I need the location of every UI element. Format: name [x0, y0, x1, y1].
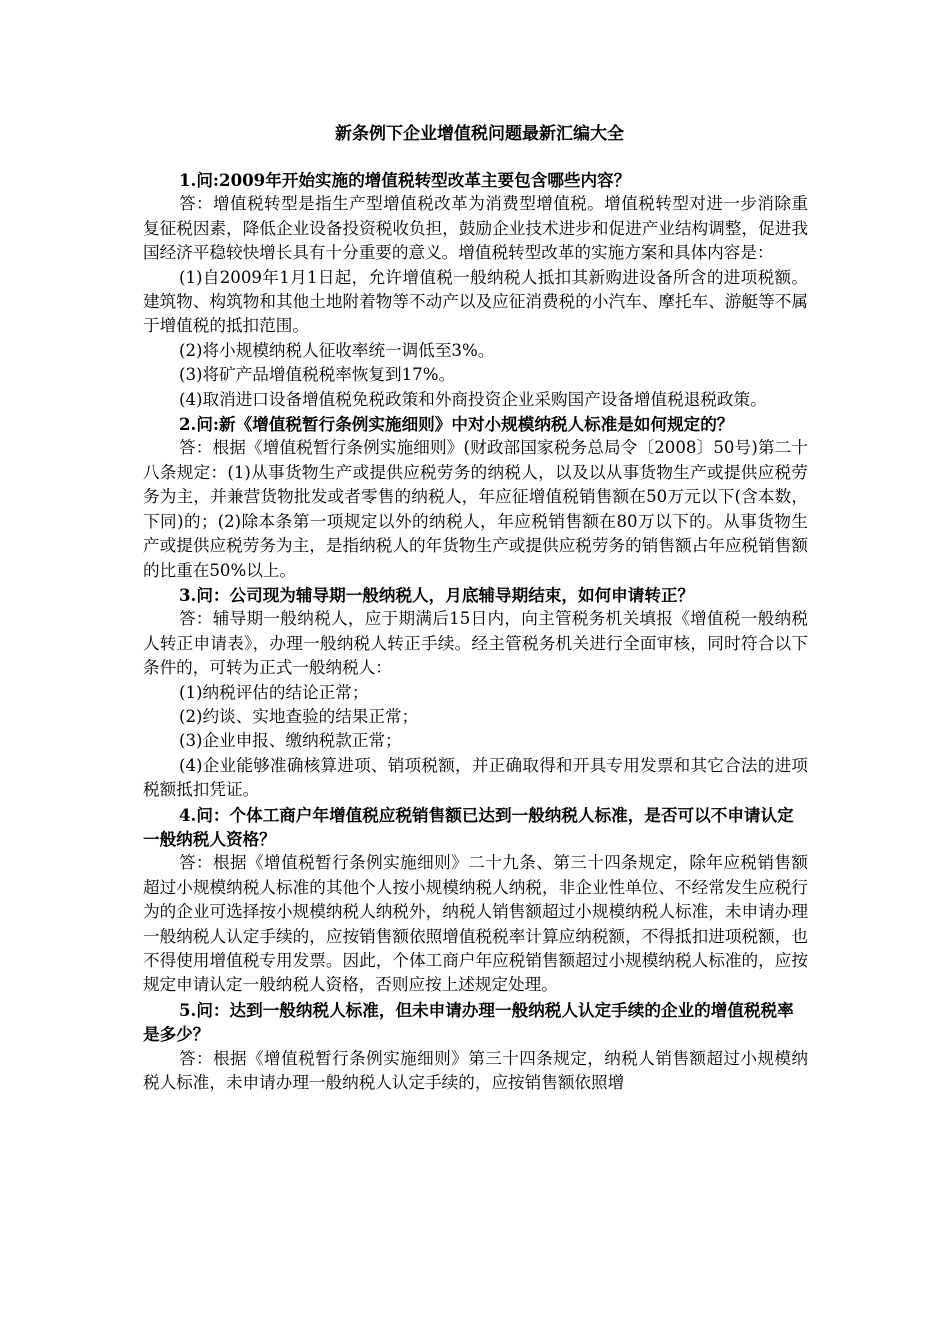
answer-paragraph: 答：增值税转型是指生产型增值税改革为消费型增值税。增值税转型对进一步消除重复征税因素，降低企业设备投资税收负担，鼓励企业技术进步和促进产业结构调整，促进我国经济平稳较快增长具有十分重要的意义。增值税转型改革的实施方案和具体内容是： [143, 194, 808, 263]
document-title: 新条例下企业增值税问题最新汇编大全 [335, 124, 624, 144]
answer-paragraph: (1)自2009年1月1日起，允许增值税一般纳税人抵扣其新购进设备所含的进项税额。建筑物、构筑物和其他土地附着物等不动产以及应征消费税的小汽车、摩托车、游艇等不属于增值税的抵扣范围。 [143, 267, 808, 336]
document-page [143, 122, 808, 1095]
answer-paragraph: (4)取消进口设备增值税免税政策和外商投资企业采购国产设备增值税退税政策。 [179, 389, 767, 409]
answer-paragraph: (4)企业能够准确核算进项、销项税额，并正确取得和开具专用发票和其它合法的进项税额抵扣凭证。 [143, 755, 808, 800]
answer-paragraph: (2)将小规模纳税人征收率统一调低至3%。 [179, 340, 495, 360]
answer-paragraph: 答：辅导期一般纳税人，应于期满后15日内，向主管税务机关填报《增值税一般纳税人转正申请表》，办理一般纳税人转正手续。经主管税务机关进行全面审核，同时符合以下条件的，可转为正式一般纳税人： [143, 609, 808, 678]
answer-paragraph: (2)约谈、实地查验的结果正常； [179, 706, 419, 726]
answer-paragraph: 答：根据《增值税暂行条例实施细则》第三十四条规定，纳税人销售额超过小规模纳税人标准，未申请办理一般纳税人认定手续的，应按销售额依照增 [143, 1048, 808, 1093]
answer-paragraph: (3)企业申报、缴纳税款正常； [179, 731, 402, 751]
question-heading: 3.问：公司现为辅导期一般纳税人，月底辅导期结束，如何申请转正？ [179, 584, 695, 605]
question-heading: 1.问:2009年开始实施的增值税转型改革主要包含哪些内容？ [179, 170, 631, 190]
answer-paragraph: 答：根据《增值税暂行条例实施细则》(财政部国家税务总局令〔2008〕50号)第二十八条规定：(1)从事货物生产或提供应税劳务的纳税人，以及以从事货物生产或提供应税劳务为主，并兼营货物批发或者零售的纳税人，年应征增值税销售额在50万元以下(含本数，下同)的；(2)除本条第一项规定以外的纳税人，年应税销售额在80万以下的。从事货物生产或提供应税劳务为主，是指纳税人的年货物生产或提供应税劳务的销售额占年应税销售额的比重在50%以上。 [143, 438, 808, 580]
answer-paragraph: (3)将矿产品增值税税率恢复到17%。 [179, 365, 456, 385]
question-heading: 2.问:新《增值税暂行条例实施细则》中对小规模纳税人标准是如何规定的？ [179, 414, 734, 435]
question-heading: 5.问：达到一般纳税人标准，但未申请办理一般纳税人认定手续的企业的增值税税率是多少？ [143, 999, 794, 1045]
answer-paragraph: 答：根据《增值税暂行条例实施细则》二十九条、第三十四条规定，除年应税销售额超过小规模纳税人标准的其他个人按小规模纳税人纳税，非企业性单位、不经常发生应税行为的企业可选择按小规模纳税人纳税外，纳税人销售额超过小规模纳税人标准，未申请办理一般纳税人认定手续的，应按销售额依照增值税税率计算应纳税额，不得抵扣进项税额，也不得使用增值税专用发票。因此，个体工商户年应税销售额超过小规模纳税人标准的，应按规定申请认定一般纳税人资格，否则应按上述规定处理。 [143, 853, 808, 995]
question-heading: 4.问：个体工商户年增值税应税销售额已达到一般纳税人标准，是否可以不申请认定一般纳税人资格？ [143, 804, 794, 849]
answer-paragraph: (1)纳税评估的结论正常； [179, 682, 369, 702]
document-body [143, 168, 808, 1095]
